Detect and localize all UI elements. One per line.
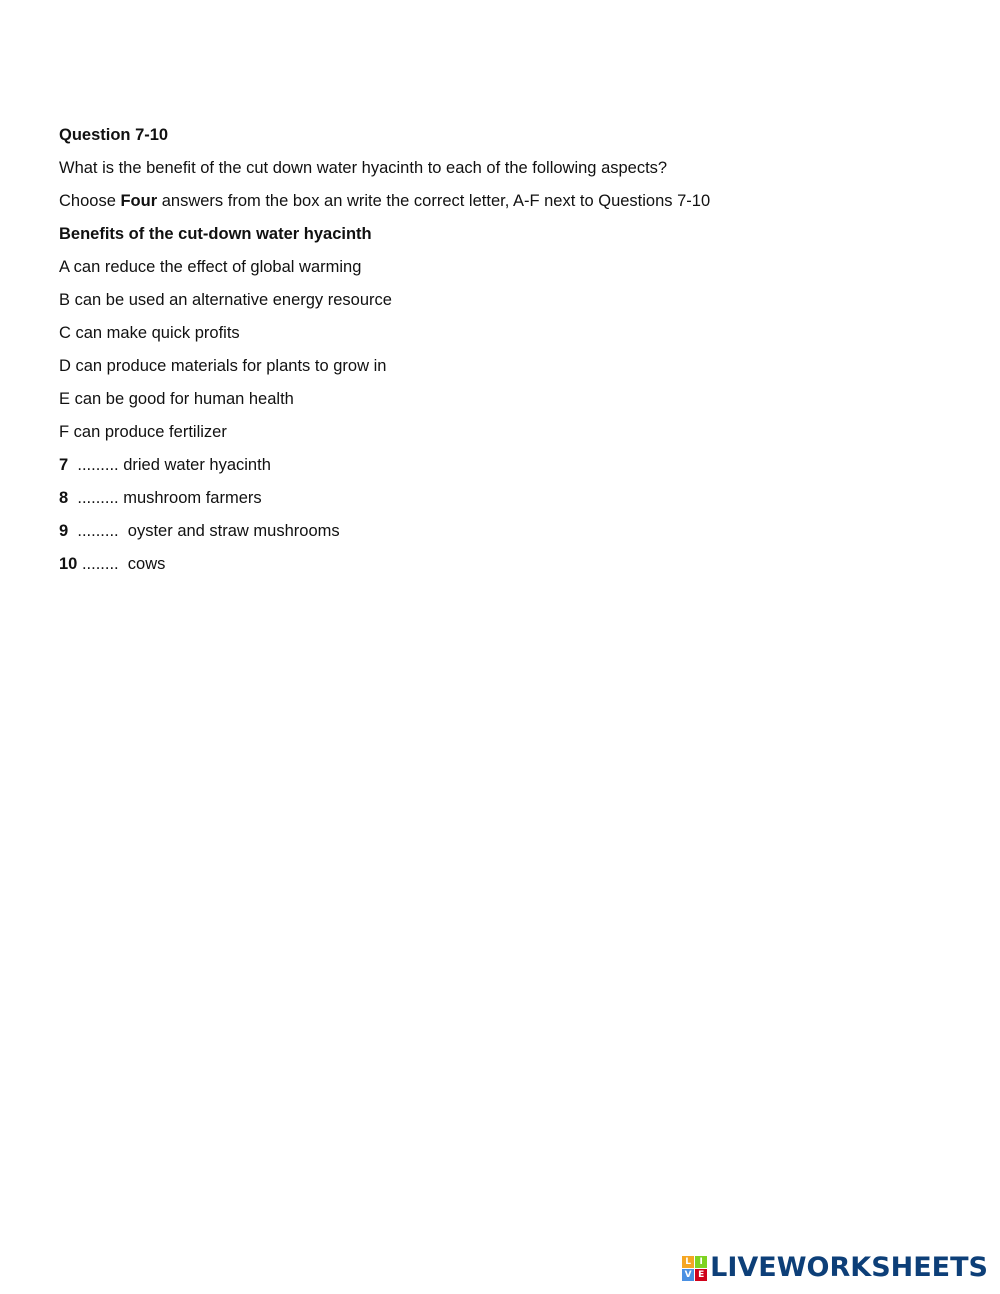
instruction-before: Choose <box>59 192 121 210</box>
logo-mark-tile: I <box>695 1256 707 1268</box>
option-e: E can be good for human health <box>59 390 294 408</box>
answer-blank[interactable]: ........ <box>77 555 128 573</box>
question-number: 10 <box>59 555 78 573</box>
question-text: mushroom farmers <box>123 489 262 507</box>
instruction-emphasis: Four <box>120 192 158 210</box>
logo-mark-tile: E <box>695 1269 707 1281</box>
answer-blank[interactable]: ......... <box>68 522 128 540</box>
answer-blank[interactable]: ......... <box>68 489 124 507</box>
question-10 <box>59 554 959 575</box>
logo-mark-tile: V <box>682 1269 694 1281</box>
instruction-after: answers from the box an write the correct letter, A-F next to Questions 7-10 <box>157 192 711 210</box>
liveworksheets-logo <box>682 1254 988 1282</box>
question-9 <box>59 521 959 542</box>
question-8 <box>59 488 959 509</box>
instruction <box>59 191 959 212</box>
option-b: B can be used an alternative energy resource <box>59 291 392 309</box>
question-text: dried water hyacinth <box>123 456 271 474</box>
question-text: oyster and straw mushrooms <box>127 522 340 540</box>
option-a: A can reduce the effect of global warming <box>59 258 362 276</box>
option-c: C can make quick profits <box>59 324 240 342</box>
answer-blank[interactable]: ......... <box>68 456 124 474</box>
question-prompt: What is the benefit of the cut down water hyacinth to each of the following aspects? <box>59 159 668 177</box>
question-7 <box>59 455 959 476</box>
question-number: 8 <box>59 489 69 507</box>
option-f: F can produce fertilizer <box>59 423 227 441</box>
question-heading: Question 7-10 <box>59 126 169 144</box>
worksheet <box>59 125 959 587</box>
logo-mark-tile: L <box>682 1256 694 1268</box>
question-text: cows <box>127 555 166 573</box>
question-number: 7 <box>59 456 69 474</box>
option-d: D can produce materials for plants to grow in <box>59 357 387 375</box>
logo-text: LIVEWORKSHEETS <box>710 1252 988 1283</box>
logo-mark-icon <box>682 1256 707 1281</box>
box-title: Benefits of the cut-down water hyacinth <box>59 225 372 243</box>
question-number: 9 <box>59 522 69 540</box>
